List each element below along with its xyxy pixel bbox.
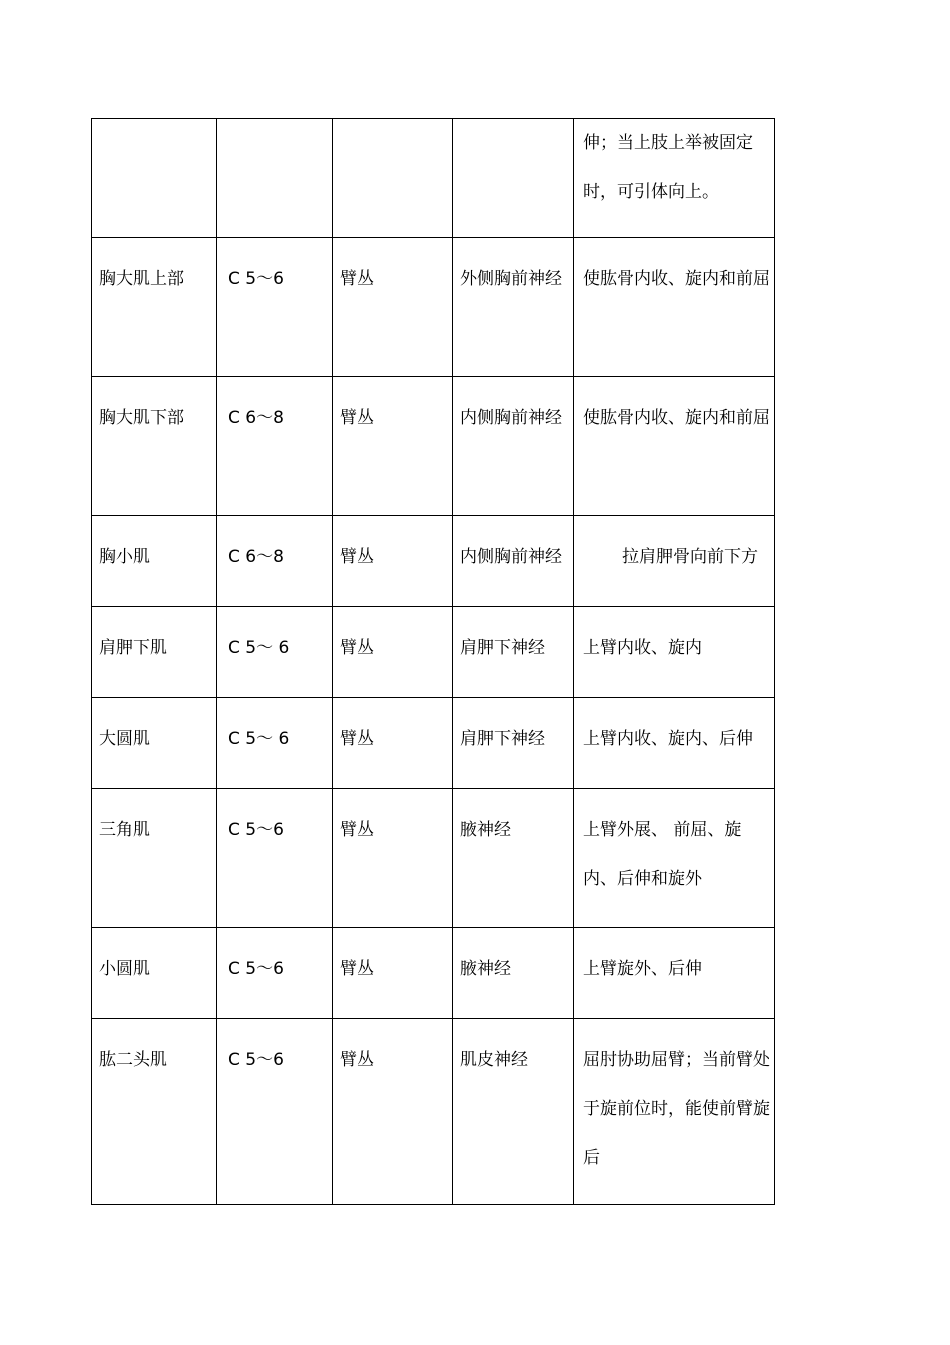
plexus-cell: 臂丛 — [333, 377, 453, 516]
function-cell: 上臂内收、旋内 — [574, 607, 775, 698]
segment-cell: C 6～8 — [217, 516, 333, 607]
function-cell: 上臂旋外、后伸 — [574, 928, 775, 1019]
nerve-cell: 肩胛下神经 — [453, 698, 574, 789]
muscle-cell — [92, 119, 217, 238]
nerve-cell: 腋神经 — [453, 789, 574, 928]
table-row — [92, 1019, 775, 1205]
function-cell: 屈肘协助屈臂；当前臂处于旋前位时，能使前臂旋后 — [574, 1019, 775, 1205]
function-cell: 使肱骨内收、旋内和前屈 — [574, 377, 775, 516]
muscle-innervation-table — [91, 118, 775, 1205]
plexus-cell: 臂丛 — [333, 516, 453, 607]
segment-cell: C 5～6 — [217, 1019, 333, 1205]
segment-cell: C 5～6 — [217, 928, 333, 1019]
muscle-cell: 肩胛下肌 — [92, 607, 217, 698]
nerve-cell: 肩胛下神经 — [453, 607, 574, 698]
table-row — [92, 516, 775, 607]
plexus-cell — [333, 119, 453, 238]
muscle-cell: 小圆肌 — [92, 928, 217, 1019]
plexus-cell: 臂丛 — [333, 928, 453, 1019]
segment-cell: C 5～ 6 — [217, 607, 333, 698]
segment-cell: C 5～6 — [217, 238, 333, 377]
plexus-cell: 臂丛 — [333, 1019, 453, 1205]
table-row — [92, 607, 775, 698]
function-cell: 使肱骨内收、旋内和前屈 — [574, 238, 775, 377]
segment-cell: C 5～ 6 — [217, 698, 333, 789]
table-row — [92, 789, 775, 928]
nerve-cell: 内侧胸前神经 — [453, 377, 574, 516]
segment-cell: C 5～6 — [217, 789, 333, 928]
function-cell: 伸；当上肢上举被固定时，可引体向上。 — [574, 119, 775, 238]
muscle-cell: 三角肌 — [92, 789, 217, 928]
function-cell: 拉肩胛骨向前下方 — [574, 516, 775, 607]
plexus-cell: 臂丛 — [333, 607, 453, 698]
muscle-cell: 胸小肌 — [92, 516, 217, 607]
table-row — [92, 119, 775, 238]
plexus-cell: 臂丛 — [333, 698, 453, 789]
segment-cell: C 6～8 — [217, 377, 333, 516]
table-row — [92, 238, 775, 377]
muscle-cell: 肱二头肌 — [92, 1019, 217, 1205]
nerve-cell — [453, 119, 574, 238]
muscle-cell: 大圆肌 — [92, 698, 217, 789]
function-cell: 上臂内收、旋内、后伸 — [574, 698, 775, 789]
muscle-cell: 胸大肌下部 — [92, 377, 217, 516]
nerve-cell: 内侧胸前神经 — [453, 516, 574, 607]
nerve-cell: 外侧胸前神经 — [453, 238, 574, 377]
plexus-cell: 臂丛 — [333, 789, 453, 928]
table-row — [92, 698, 775, 789]
table-row — [92, 928, 775, 1019]
nerve-cell: 肌皮神经 — [453, 1019, 574, 1205]
muscle-cell: 胸大肌上部 — [92, 238, 217, 377]
segment-cell — [217, 119, 333, 238]
function-cell: 上臂外展、 前屈、旋内、后伸和旋外 — [574, 789, 775, 928]
plexus-cell: 臂丛 — [333, 238, 453, 377]
table-row — [92, 377, 775, 516]
nerve-cell: 腋神经 — [453, 928, 574, 1019]
